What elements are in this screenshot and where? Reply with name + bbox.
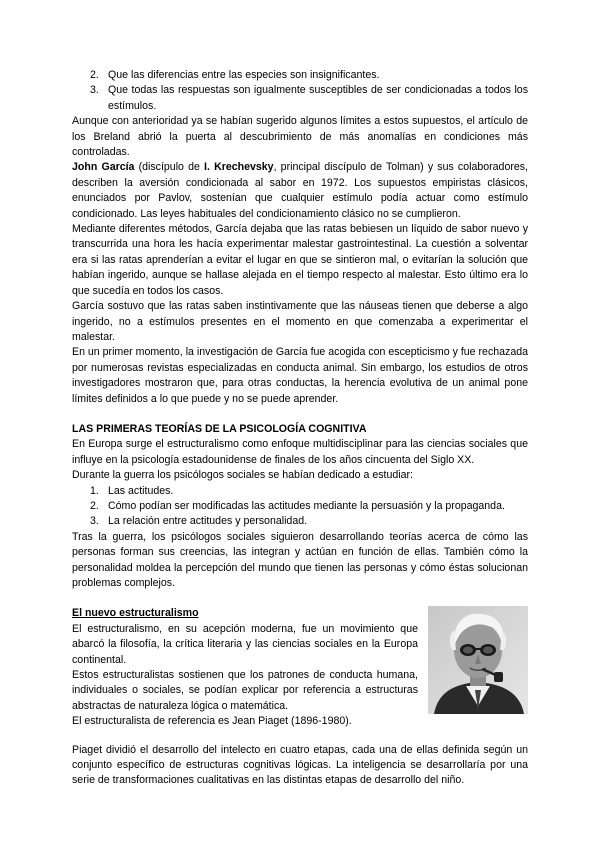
section-heading-teorias: LAS PRIMERAS TEORÍAS DE LA PSICOLOGÍA COGNITIVA xyxy=(72,422,367,435)
list-item: 3. La relación entre actitudes y personalidad. xyxy=(90,515,308,528)
jean-piaget-photo xyxy=(428,606,528,714)
paragraph-piaget: Piaget dividió el desarrollo del intelecto en cuatro etapas, cada una de ellas definida según un conjunto específico de estructuras cognitivas lógicas. La inteligencia se desarrollaría por una serie de transformaciones cualitativas en las distintas etapas de desarrollo del niño. xyxy=(72,743,528,787)
document-page xyxy=(72,68,528,789)
paragraph-estructuralismo-1: El estructuralismo, en su acepción moderna, fue un movimiento que abarcó la filosofía, la crítica literaria y las ciencias sociales en la Europa continental. xyxy=(72,622,418,666)
portrait-image xyxy=(428,606,528,714)
paragraph-tras-la-guerra: Tras la guerra, los psicólogos sociales siguieron desarrollando teorías acerca de cómo las personas forman sus creencias, las integran y actúan en función de ellas. También cómo la personalidad moldea la percepción del mundo que tienen las personas y cómo éstas solucionan problemas complejos. xyxy=(72,530,528,589)
paragraph-europa: En Europa surge el estructuralismo como enfoque multidisciplinar para las ciencias sociales que influye en la psicología estadounidense de finales de los años cincuenta del Siglo XX. xyxy=(72,438,528,466)
list-item: 2. Que las diferencias entre las especies son insignificantes. xyxy=(90,69,380,81)
list-item: 3. Que todas las respuestas son igualmente susceptibles de ser condicionadas a todos los estímulos. xyxy=(90,84,528,112)
garcia-name: John García xyxy=(72,161,135,174)
paragraph-primer-momento: En un primer momento, la investigación de García fue acogida con escepticismo y fue rechazada por numerosas revistas especializadas en conducta animal. Sin embargo, los estudios de otros investigadores mostraron que, para otras conductas, la herencia evolutiva de un animal pone límites definidos a lo que puede y no se puede aprender. xyxy=(72,346,528,405)
paragraph-aunque: Aunque con anterioridad ya se habían sugerido algunos límites a estos supuestos, el artículo de los Breland abrió la puerta al descubrimiento de más anomalías en condiciones más controladas. xyxy=(72,115,528,159)
numbered-list-guerra xyxy=(72,484,528,530)
numbered-list-top xyxy=(72,68,528,114)
list-item: 2. Cómo podían ser modificadas las actitudes mediante la persuasión y la propaganda. xyxy=(90,499,505,512)
paragraph-sostuvo: García sostuvo que las ratas saben instintivamente que las náuseas tienen que deberse a algo ingerido, no a estímulos presentes en el momento en que comenzaba a experimentar el malestar. xyxy=(72,300,528,343)
paragraph-garcia: John García (discípulo de I. Krechevsky, principal discípulo de Tolman) y sus colaboradores, describen la aversión condicionada al sabor en 1972. Los supuestos empiristas clásicos, enunciados por Pavlov, sostenían que cualquier estímulo podía actuar como estímulo condicionado. Las leyes habituales del condicionamiento clásico no se cumplieron. xyxy=(72,161,528,220)
krechevsky-name: I. Krechevsky xyxy=(204,161,274,174)
section-heading-estructuralismo: El nuevo estructuralismo xyxy=(72,607,199,620)
paragraph-durante: Durante la guerra los psicólogos sociales se habían dedicado a estudiar: xyxy=(72,469,413,482)
paragraph-mediante: Mediante diferentes métodos, García dejaba que las ratas bebiesen un líquido de sabor nuevo y transcurrida una hora les hacía experimentar malestar gastrointestinal. La cuestión a solventar era si las ratas aprenderían a evitar el lugar en que se sintieron mal, o evitarían la solución que habían ingerido, aunque se hallase alejada en el tiempo respecto al malestar. Esto último era lo que sucedía en todos los casos. xyxy=(72,223,528,297)
paragraph-estructuralismo-2: Estos estructuralistas sostienen que los patrones de conducta humana, individuales o sociales, se podían explicar por referencia a estructuras abstractas de naturaleza lógica o matemática. xyxy=(72,669,418,712)
list-item: 1. Las actitudes. xyxy=(90,484,174,497)
paragraph-estructuralismo-3: El estructuralista de referencia es Jean Piaget (1896-1980). xyxy=(72,715,352,728)
